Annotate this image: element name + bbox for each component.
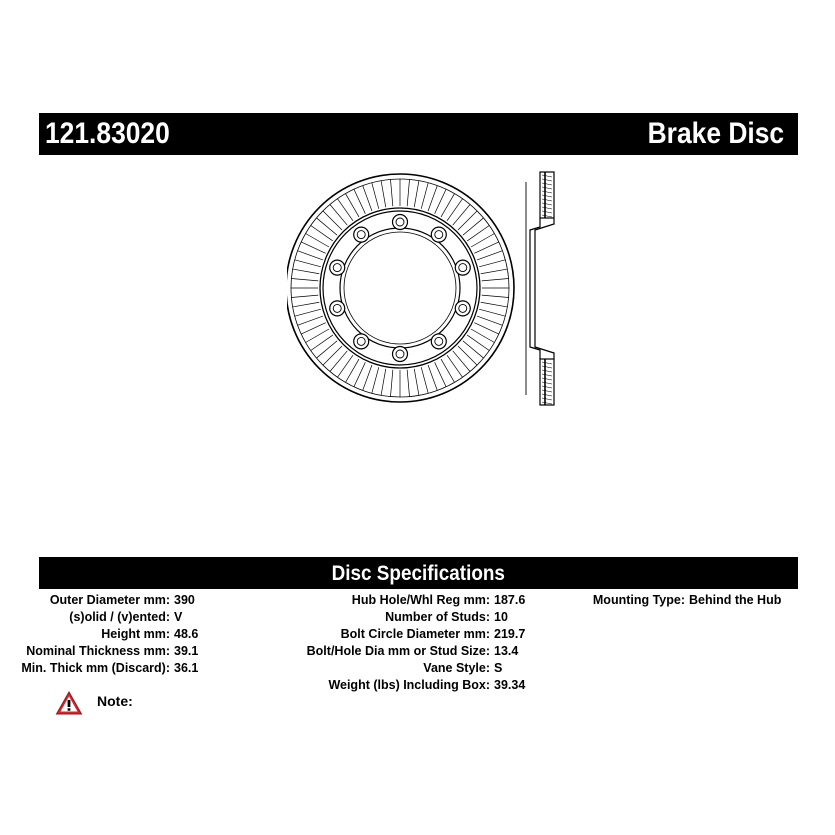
spec-label: Hub Hole/Whl Reg mm: bbox=[351, 593, 490, 607]
vane-line bbox=[317, 218, 338, 235]
spec-label: Height mm: bbox=[101, 627, 170, 641]
spec-label: Weight (lbs) Including Box: bbox=[328, 678, 490, 692]
spec-label: Vane Style: bbox=[423, 661, 490, 675]
spec-label: Bolt Circle Diameter mm: bbox=[340, 627, 490, 641]
vane-line bbox=[414, 181, 419, 208]
spec-value: 39.34 bbox=[494, 678, 526, 692]
disc-drawing bbox=[0, 160, 835, 410]
vane-line bbox=[363, 186, 372, 211]
vane-line bbox=[435, 189, 446, 213]
vane-line bbox=[421, 367, 428, 393]
bolt-hole bbox=[354, 334, 369, 349]
vane-line bbox=[293, 269, 320, 274]
vane-line bbox=[481, 302, 508, 307]
bolt-hole bbox=[393, 215, 408, 230]
hat-outer-edge bbox=[323, 211, 477, 365]
vane-line bbox=[330, 351, 347, 372]
disc-front-view bbox=[286, 174, 514, 402]
spec-column-3 bbox=[0, 592, 835, 609]
spec-row bbox=[0, 609, 835, 626]
spec-value: 219.7 bbox=[494, 627, 526, 641]
vane-line bbox=[435, 362, 446, 386]
vane-line bbox=[479, 309, 505, 316]
warning-icon bbox=[55, 690, 83, 716]
vane-line bbox=[293, 302, 320, 307]
vane-line bbox=[463, 218, 484, 235]
product-name: Brake Disc bbox=[647, 117, 784, 150]
vane-line bbox=[381, 369, 386, 396]
vane-line bbox=[481, 269, 508, 274]
vane-line bbox=[458, 346, 477, 365]
vane-line bbox=[354, 362, 365, 386]
hat-profile-inner bbox=[535, 218, 554, 359]
vane-line bbox=[291, 279, 318, 281]
spec-value: 36.1 bbox=[174, 661, 199, 675]
vane-line bbox=[421, 183, 428, 209]
vane-line bbox=[391, 179, 393, 206]
vane-line bbox=[407, 370, 409, 397]
vane-line bbox=[458, 211, 477, 230]
spec-label: Nominal Thickness mm: bbox=[26, 644, 170, 658]
vane-line bbox=[298, 316, 323, 325]
spec-label: Number of Studs: bbox=[385, 610, 490, 624]
spec-label: Bolt/Hole Dia mm or Stud Size: bbox=[306, 644, 490, 658]
vane-line bbox=[414, 369, 419, 396]
spec-label: Mounting Type: bbox=[592, 593, 685, 607]
bolt-hole bbox=[393, 347, 408, 362]
vane-line bbox=[453, 351, 470, 372]
vane-line bbox=[479, 260, 505, 267]
vane-line bbox=[482, 279, 509, 281]
vane-line bbox=[482, 295, 509, 297]
spec-row bbox=[0, 592, 835, 609]
note-label: Note: bbox=[97, 693, 133, 709]
spec-label: (s)olid / (v)ented: bbox=[69, 610, 170, 624]
vane-line bbox=[463, 341, 484, 358]
spec-value: V bbox=[174, 610, 183, 624]
vane-line bbox=[474, 242, 498, 253]
vane-line bbox=[323, 346, 342, 365]
vane-line bbox=[372, 367, 379, 393]
vane-line bbox=[453, 205, 470, 226]
spec-value: 48.6 bbox=[174, 627, 199, 641]
bolt-hole bbox=[455, 301, 470, 316]
disc-side-view bbox=[526, 172, 554, 405]
vane-line bbox=[363, 365, 372, 390]
spec-value: S bbox=[494, 661, 503, 675]
vane-line bbox=[295, 260, 321, 267]
bolt-hole bbox=[431, 227, 446, 242]
spec-value: Behind the Hub bbox=[689, 593, 782, 607]
vane-line bbox=[428, 186, 437, 211]
vane-line bbox=[372, 183, 379, 209]
spec-header-bar bbox=[39, 557, 798, 589]
spec-row bbox=[0, 626, 835, 643]
vane-line bbox=[407, 179, 409, 206]
spec-value: 10 bbox=[494, 610, 508, 624]
spec-row bbox=[0, 660, 835, 677]
spec-row bbox=[0, 677, 835, 694]
spec-row bbox=[0, 643, 835, 660]
vane-line bbox=[295, 309, 321, 316]
spec-label: Min. Thick mm (Discard): bbox=[21, 661, 170, 675]
vane-line bbox=[298, 251, 323, 260]
bolt-hole bbox=[431, 334, 446, 349]
vane-line bbox=[330, 205, 347, 226]
vane-line bbox=[317, 341, 338, 358]
vane-line bbox=[323, 211, 342, 230]
spec-title: Disc Specifications bbox=[331, 562, 506, 585]
spec-label: Outer Diameter mm: bbox=[49, 593, 170, 607]
vane-line bbox=[391, 370, 393, 397]
vane-line bbox=[301, 323, 325, 334]
vane-line bbox=[301, 242, 325, 253]
vane-line bbox=[477, 251, 502, 260]
spec-value: 13.4 bbox=[494, 644, 519, 658]
bolt-hole bbox=[330, 260, 345, 275]
vane-line bbox=[291, 295, 318, 297]
vane-line bbox=[354, 189, 365, 213]
bolt-hole bbox=[455, 260, 470, 275]
vane-line bbox=[381, 181, 386, 208]
part-number: 121.83020 bbox=[45, 117, 170, 150]
vane-line bbox=[474, 323, 498, 334]
title-bar bbox=[39, 113, 798, 155]
spec-value: 187.6 bbox=[494, 593, 526, 607]
vane-line bbox=[428, 365, 437, 390]
spec-value: 39.1 bbox=[174, 644, 199, 658]
bolt-hole bbox=[330, 301, 345, 316]
vane-line bbox=[477, 316, 502, 325]
bolt-hole bbox=[354, 227, 369, 242]
spec-value: 390 bbox=[174, 593, 195, 607]
